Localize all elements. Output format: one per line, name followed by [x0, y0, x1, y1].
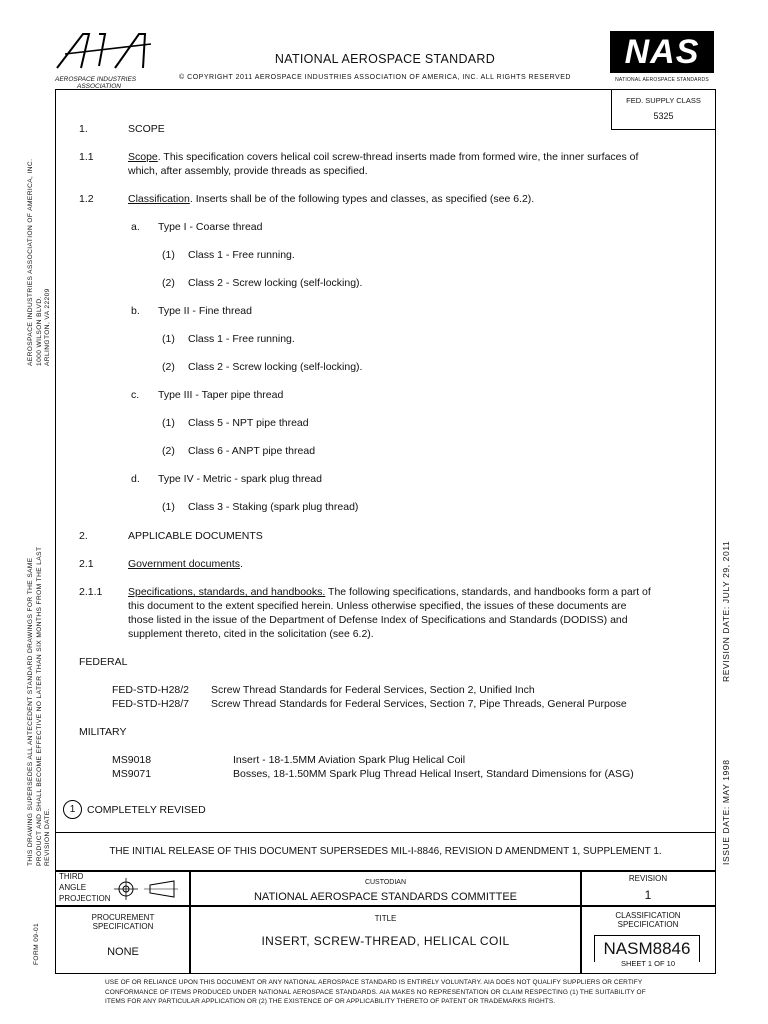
section-2-1-heading: Government documents: [128, 558, 241, 570]
item-c2-number: (2): [162, 445, 175, 457]
fed-std-2-id: FED-STD-H28/7: [112, 698, 190, 710]
section-2-1-number: 2.1: [79, 558, 94, 570]
procurement-value: NONE: [107, 946, 139, 958]
revision-marker-number: 1: [69, 804, 76, 815]
section-1-title: SCOPE: [128, 123, 165, 135]
aia-logo: [55, 30, 155, 90]
aia-tagline-2: ASSOCIATION: [77, 83, 121, 90]
section-1-1-line-1: . This specification covers helical coil screw-thread inserts made from formed wire, the inner surfaces of: [157, 151, 639, 163]
item-d-letter: d.: [131, 473, 140, 485]
section-2-1-1-line-4: supplement thereto, cited in the solicitation (see 6.2).: [128, 628, 374, 640]
section-2-number: 2.: [79, 530, 88, 542]
revision-label: REVISION: [628, 874, 668, 883]
military-heading: MILITARY: [79, 726, 127, 738]
address-line-2: 1000 WILSON BLVD.: [35, 296, 43, 366]
item-b-letter: b.: [131, 305, 140, 317]
projection-label-3: PROJECTION: [59, 894, 111, 903]
supersedes-box: [55, 832, 716, 872]
item-d-text: Type IV - Metric - spark plug thread: [158, 473, 322, 485]
section-1-2-body: . Inserts shall be of the following types and classes, as specified (see 6.2).: [189, 193, 535, 205]
section-2-1-1-line-1: The following specifications, standards, and handbooks form a part of: [325, 586, 651, 598]
footer-line-2: CONFORMANCE OF ITEMS PRODUCED UNDER NATIONAL AEROSPACE STANDARDS. AIA MAKES NO REPRESENTATION OR CLAIM RESPECTING (1) THE SUITABILITY OF: [105, 988, 646, 996]
mil-std-2-id: MS9071: [112, 768, 152, 780]
item-d1-text: Class 3 - Staking (spark plug thread): [188, 501, 359, 513]
copyright-line: © COPYRIGHT 2011 AEROSPACE INDUSTRIES ASSOCIATION OF AMERICA, INC. ALL RIGHTS RESERVED: [179, 74, 571, 81]
aia-tagline-1: AEROSPACE INDUSTRIES: [55, 76, 137, 83]
section-2-1-1-line-2: this document to the extent specified herein. Unless otherwise specified, the issues of these documents are: [128, 600, 627, 612]
title-value: INSERT, SCREW-THREAD, HELICAL COIL: [261, 934, 510, 948]
item-c-letter: c.: [131, 389, 140, 401]
section-1-1-heading: Scope: [128, 151, 158, 163]
title-label: TITLE: [374, 914, 397, 923]
revision-date: REVISION DATE: JULY 29, 2011: [721, 540, 731, 682]
footer-line-3: ITEMS FOR ANY PARTICULAR APPLICATION OR (2) THE EXISTENCE OF OR APPLICABILITY THERETO OF PATENT OR TRADEMARKS RIGHTS.: [105, 998, 556, 1005]
section-2-1-1-heading: Specifications, standards, and handbooks.: [128, 586, 326, 598]
sheet-number: SHEET 1 OF 10: [620, 959, 676, 968]
supersede-line-1: THIS DRAWING SUPERSEDES ALL ANTECEDENT STANDARD DRAWINGS FOR THE SAME: [27, 557, 34, 866]
item-a1-number: (1): [162, 249, 175, 261]
section-1-number: 1.: [79, 123, 88, 135]
document-header-title: NATIONAL AEROSPACE STANDARD: [274, 52, 496, 66]
nas-logo: [610, 31, 714, 87]
title-cell: [189, 905, 582, 974]
fed-supply-box: [611, 89, 715, 130]
address-line-3: ARLINGTON, VA 22209: [44, 288, 51, 366]
item-b-text: Type II - Fine thread: [158, 305, 252, 317]
fed-std-1-id: FED-STD-H28/2: [112, 684, 190, 696]
procurement-label-1: PROCUREMENT: [91, 913, 155, 922]
doc-number-box: [594, 935, 700, 962]
revision-marker-circle: [63, 800, 82, 819]
fed-std-1-desc: Screw Thread Standards for Federal Services, Section 2, Unified Inch: [211, 684, 535, 696]
classification-label-1: CLASSIFICATION: [615, 911, 681, 920]
third-angle-projection-icon: [112, 877, 180, 901]
address-line-1: AEROSPACE INDUSTRIES ASSOCIATION OF AMERICA, INC.: [27, 158, 34, 366]
nas-logo-block: [610, 31, 714, 73]
projection-label-2: ANGLE: [59, 883, 87, 892]
supersede-notice: [27, 547, 53, 866]
nas-logo-caption: NATIONAL AEROSPACE STANDARDS: [615, 77, 709, 83]
revision-value: 1: [644, 888, 652, 902]
custodian-cell: [189, 870, 582, 907]
item-d1-number: (1): [162, 501, 175, 513]
section-1-2-heading: Classification: [128, 193, 190, 205]
section-1-1-line-2: which, after assembly, provide threads as specified.: [128, 165, 368, 177]
custodian-value: NATIONAL AEROSPACE STANDARDS COMMITTEE: [253, 891, 518, 903]
item-b2-text: Class 2 - Screw locking (self-locking).: [188, 361, 363, 373]
section-1-2-text: [128, 192, 534, 206]
procurement-cell: [55, 905, 191, 974]
form-number: FORM 09-01: [33, 922, 40, 965]
item-a-letter: a.: [131, 221, 140, 233]
classification-label-2: SPECIFICATION: [617, 920, 679, 929]
item-a2-number: (2): [162, 277, 175, 289]
section-2-1-1-line-3: those listed in the issue of the Department of Defense Index of Specifications and Standards (DODISS) and: [128, 614, 628, 626]
item-b1-text: Class 1 - Free running.: [188, 333, 295, 345]
item-b1-number: (1): [162, 333, 175, 345]
item-c2-text: Class 6 - ANPT pipe thread: [188, 445, 316, 457]
fed-supply-value: 5325: [653, 111, 674, 121]
mil-std-2-desc: Bosses, 18-1.50MM Spark Plug Thread Helical Insert, Standard Dimensions for (ASG): [233, 768, 634, 780]
item-a2-text: Class 2 - Screw locking (self-locking).: [188, 277, 363, 289]
section-1-2-number: 1.2: [79, 193, 94, 205]
section-2-1-1-number: 2.1.1: [79, 586, 103, 598]
procurement-label-2: SPECIFICATION: [92, 922, 154, 931]
fed-std-2-desc: Screw Thread Standards for Federal Services, Section 7, Pipe Threads, General Purpose: [211, 698, 627, 710]
footer-disclaimer: [105, 978, 705, 1007]
nas-logo-text: NAS: [624, 33, 700, 71]
supersedes-text: THE INITIAL RELEASE OF THIS DOCUMENT SUPERSEDES MIL-I-8846, REVISION D AMENDMENT 1, SUPPLEMENT 1.: [109, 846, 662, 857]
section-2-1-1-text: [128, 585, 703, 641]
item-c1-number: (1): [162, 417, 175, 429]
doc-number: NASM8846: [603, 939, 691, 958]
item-c-text: Type III - Taper pipe thread: [158, 389, 284, 401]
supersede-line-2: PRODUCT AND SHALL BECOME EFFECTIVE NO LATER THAN SIX MONTHS FROM THE LAST: [35, 546, 43, 866]
issue-date: ISSUE DATE: MAY 1998: [721, 759, 731, 865]
projection-label-1: THIRD: [59, 872, 84, 881]
item-b2-number: (2): [162, 361, 175, 373]
item-a-text: Type I - Coarse thread: [158, 221, 263, 233]
section-2-1-tail: .: [240, 558, 243, 570]
projection-cell: [55, 870, 191, 907]
section-1-1-text: [128, 150, 698, 178]
item-a1-text: Class 1 - Free running.: [188, 249, 295, 261]
section-2-title: APPLICABLE DOCUMENTS: [128, 530, 263, 542]
item-c1-text: Class 5 - NPT pipe thread: [188, 417, 309, 429]
supersede-line-3: REVISION DATE.: [44, 808, 51, 866]
revision-note: COMPLETELY REVISED: [87, 804, 206, 816]
federal-heading: FEDERAL: [79, 656, 128, 668]
aia-address: [27, 159, 53, 366]
custodian-label: CUSTODIAN: [364, 879, 407, 886]
section-1-1-number: 1.1: [79, 151, 94, 163]
aia-logo-mark: [55, 30, 155, 70]
section-2-1-text: [128, 557, 243, 571]
footer-line-1: USE OF OR RELIANCE UPON THIS DOCUMENT OR ANY NATIONAL AEROSPACE STANDARD IS ENTIRELY VOLUNTARY. AIA DOES NOT QUALIFY SUPPLIERS OR CERTIFY: [105, 979, 643, 986]
classification-cell: [580, 905, 716, 974]
mil-std-1-id: MS9018: [112, 754, 152, 766]
revision-cell: [580, 870, 716, 907]
mil-std-1-desc: Insert - 18-1.5MM Aviation Spark Plug Helical Coil: [233, 754, 466, 766]
fed-supply-label: FED. SUPPLY CLASS: [626, 96, 701, 105]
